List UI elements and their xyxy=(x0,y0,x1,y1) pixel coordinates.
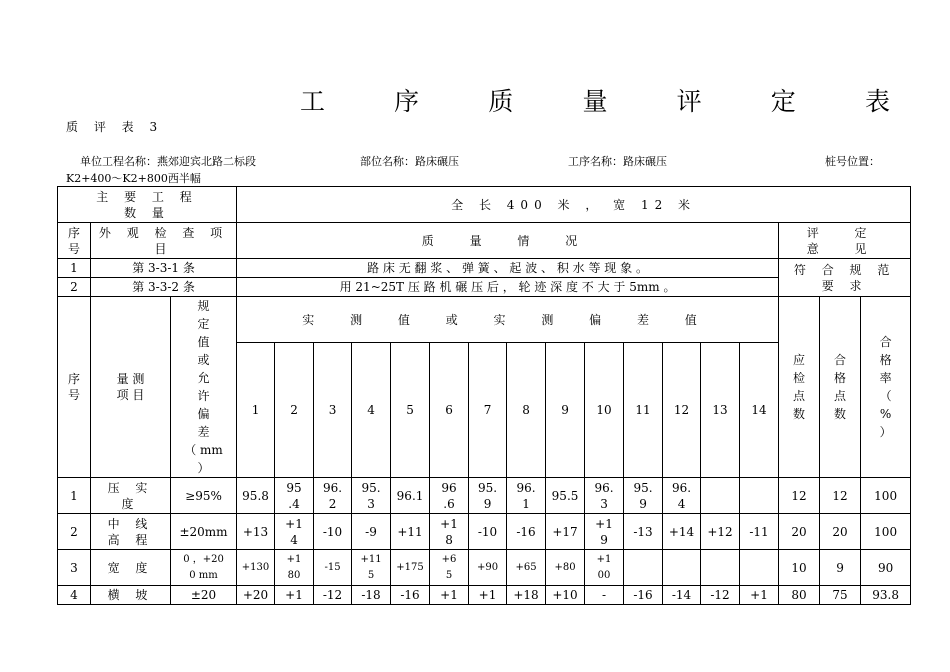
measured-value: -10 xyxy=(314,514,352,550)
measured-value: -18 xyxy=(352,586,391,605)
measured-value: -11 xyxy=(740,514,779,550)
point-number-header: 4 xyxy=(352,343,391,478)
title-char: 工 xyxy=(300,87,326,116)
process-name: 工序名称：路床碾压 xyxy=(568,155,667,168)
point-number-header: 1 xyxy=(237,343,275,478)
measured-value: +6 5 xyxy=(430,550,469,586)
pass-rate: 90 xyxy=(861,550,911,586)
checked-points: 12 xyxy=(779,478,820,514)
appearance-item: 第 3-3-1 条 xyxy=(91,259,237,278)
spec-value: ≥95% xyxy=(171,478,237,514)
appearance-status: 用 21~25T 压 路 机 碾 压 后 ， 轮 迹 深 度 不 大 于 5mm 。 xyxy=(237,278,779,297)
unit-project-name: 单位工程名称：燕郊迎宾北路二标段 xyxy=(80,155,256,168)
checked-points: 10 xyxy=(779,550,820,586)
main-work-qty-label: 主 要 工 程 数 量 xyxy=(58,187,237,223)
page-title xyxy=(300,82,890,116)
point-number-header: 12 xyxy=(663,343,701,478)
measured-value: +1 xyxy=(469,586,507,605)
point-number-header: 5 xyxy=(391,343,430,478)
point-number-header: 13 xyxy=(701,343,740,478)
table-row xyxy=(58,514,911,550)
measured-value: 96.1 xyxy=(391,478,430,514)
measured-value: +175 xyxy=(391,550,430,586)
measured-value: +1 4 xyxy=(275,514,314,550)
work-qty-value: 全 长 400 米 ， 宽 12 米 xyxy=(237,187,911,223)
measured-value xyxy=(740,550,779,586)
measured-value: 96. 2 xyxy=(314,478,352,514)
title-char: 量 xyxy=(582,87,608,116)
measure-item-header: 量 测 项 目 xyxy=(91,297,171,478)
measure-item: 宽 度 xyxy=(91,550,171,586)
measured-value: -15 xyxy=(314,550,352,586)
measured-value: 95. 9 xyxy=(469,478,507,514)
title-char: 序 xyxy=(394,87,420,116)
measured-value: 96 .6 xyxy=(430,478,469,514)
measured-value: -14 xyxy=(663,586,701,605)
measured-value xyxy=(663,550,701,586)
station-value: K2+400～K2+800西半幅 xyxy=(66,172,201,185)
measured-value: 96. 3 xyxy=(585,478,624,514)
checked-points: 80 xyxy=(779,586,820,605)
measured-value: +18 xyxy=(507,586,546,605)
measured-value: +1 xyxy=(740,586,779,605)
title-char: 质 xyxy=(488,87,514,116)
measured-value: +130 xyxy=(237,550,275,586)
row-seq: 3 xyxy=(58,550,91,586)
measured-value: +17 xyxy=(546,514,585,550)
measured-value: 95. 9 xyxy=(624,478,663,514)
appearance-status: 路 床 无 翻 浆 、 弹 簧 、 起 波 、 积 水 等 现 象 。 xyxy=(237,259,779,278)
pass-rate: 100 xyxy=(861,478,911,514)
measured-value: 96. 4 xyxy=(663,478,701,514)
measured-value: -16 xyxy=(507,514,546,550)
passed-points: 9 xyxy=(820,550,861,586)
measure-item: 中 线 高 程 xyxy=(91,514,171,550)
point-number-header: 9 xyxy=(546,343,585,478)
measured-value: +1 8 xyxy=(430,514,469,550)
measured-value: - xyxy=(585,586,624,605)
measured-value: +1 00 xyxy=(585,550,624,586)
table-row xyxy=(58,478,911,514)
table-row xyxy=(58,550,911,586)
point-number-header: 8 xyxy=(507,343,546,478)
measure-item: 压 实 度 xyxy=(91,478,171,514)
passed-points-header: 合 格 点 数 xyxy=(820,297,861,478)
measured-value: -10 xyxy=(469,514,507,550)
measured-value: -16 xyxy=(391,586,430,605)
measured-value: 95.8 xyxy=(237,478,275,514)
spec-header: 规 定 值 或 允 许 偏 差 （ mm ） xyxy=(171,297,237,478)
measured-value: +90 xyxy=(469,550,507,586)
title-char: 评 xyxy=(676,87,702,116)
passed-points: 20 xyxy=(820,514,861,550)
point-number-header: 7 xyxy=(469,343,507,478)
title-char: 表 xyxy=(864,87,890,116)
point-number-header: 6 xyxy=(430,343,469,478)
appearance-item: 第 3-3-2 条 xyxy=(91,278,237,297)
measured-value: +13 xyxy=(237,514,275,550)
measured-value xyxy=(701,550,740,586)
measured-value: 95. 3 xyxy=(352,478,391,514)
point-number-header: 10 xyxy=(585,343,624,478)
row-seq: 2 xyxy=(58,514,91,550)
seq-header: 序 号 xyxy=(58,297,91,478)
form-number: 质 评 表 3 xyxy=(66,120,164,134)
appearance-evaluation: 符 合 规 范 要 求 xyxy=(779,259,911,297)
point-number-header: 11 xyxy=(624,343,663,478)
spec-value: ±20mm xyxy=(171,514,237,550)
measured-value: +11 xyxy=(391,514,430,550)
measured-value: +20 xyxy=(237,586,275,605)
spec-value: 0 ，+20 0 mm xyxy=(171,550,237,586)
measured-value: 96. 1 xyxy=(507,478,546,514)
measured-value: +12 xyxy=(701,514,740,550)
pass-rate-header: 合 格 率 （ % ） xyxy=(861,297,911,478)
pass-rate: 100 xyxy=(861,514,911,550)
appearance-seq: 1 xyxy=(58,259,91,278)
point-number-header: 14 xyxy=(740,343,779,478)
measured-value: +1 9 xyxy=(585,514,624,550)
seq-header: 序 号 xyxy=(58,223,91,259)
point-number-header: 3 xyxy=(314,343,352,478)
row-seq: 1 xyxy=(58,478,91,514)
measured-value: +1 xyxy=(275,586,314,605)
measured-value xyxy=(701,478,740,514)
measured-value: 95 .4 xyxy=(275,478,314,514)
measured-value: +80 xyxy=(546,550,585,586)
quality-table xyxy=(57,186,911,605)
measured-value: +14 xyxy=(663,514,701,550)
title-char: 定 xyxy=(770,87,796,116)
measured-value: -13 xyxy=(624,514,663,550)
measured-value: +11 5 xyxy=(352,550,391,586)
measured-value: -12 xyxy=(314,586,352,605)
quality-status-header: 质 量 情 况 xyxy=(237,223,779,259)
measured-value: +1 xyxy=(430,586,469,605)
passed-points: 75 xyxy=(820,586,861,605)
checked-points-header: 应 检 点 数 xyxy=(779,297,820,478)
measured-values-header: 实 测 值 或 实 测 偏 差 值 xyxy=(237,297,779,343)
point-number-header: 2 xyxy=(275,343,314,478)
appearance-item-header: 外 观 检 查 项 目 xyxy=(91,223,237,259)
pass-rate: 93.8 xyxy=(861,586,911,605)
part-name: 部位名称：路床碾压 xyxy=(360,155,459,168)
evaluation-header: 评 定 意 见 xyxy=(779,223,911,259)
table-row xyxy=(58,586,911,605)
measured-value: +65 xyxy=(507,550,546,586)
measured-value: 95.5 xyxy=(546,478,585,514)
station-label: 桩号位置： xyxy=(825,155,880,168)
spec-value: ±20 xyxy=(171,586,237,605)
measured-value: -16 xyxy=(624,586,663,605)
appearance-seq: 2 xyxy=(58,278,91,297)
passed-points: 12 xyxy=(820,478,861,514)
measured-value xyxy=(624,550,663,586)
row-seq: 4 xyxy=(58,586,91,605)
measured-value: +1 80 xyxy=(275,550,314,586)
checked-points: 20 xyxy=(779,514,820,550)
measure-item: 横 坡 xyxy=(91,586,171,605)
measured-value xyxy=(740,478,779,514)
measured-value: -9 xyxy=(352,514,391,550)
measured-value: -12 xyxy=(701,586,740,605)
measured-value: +10 xyxy=(546,586,585,605)
